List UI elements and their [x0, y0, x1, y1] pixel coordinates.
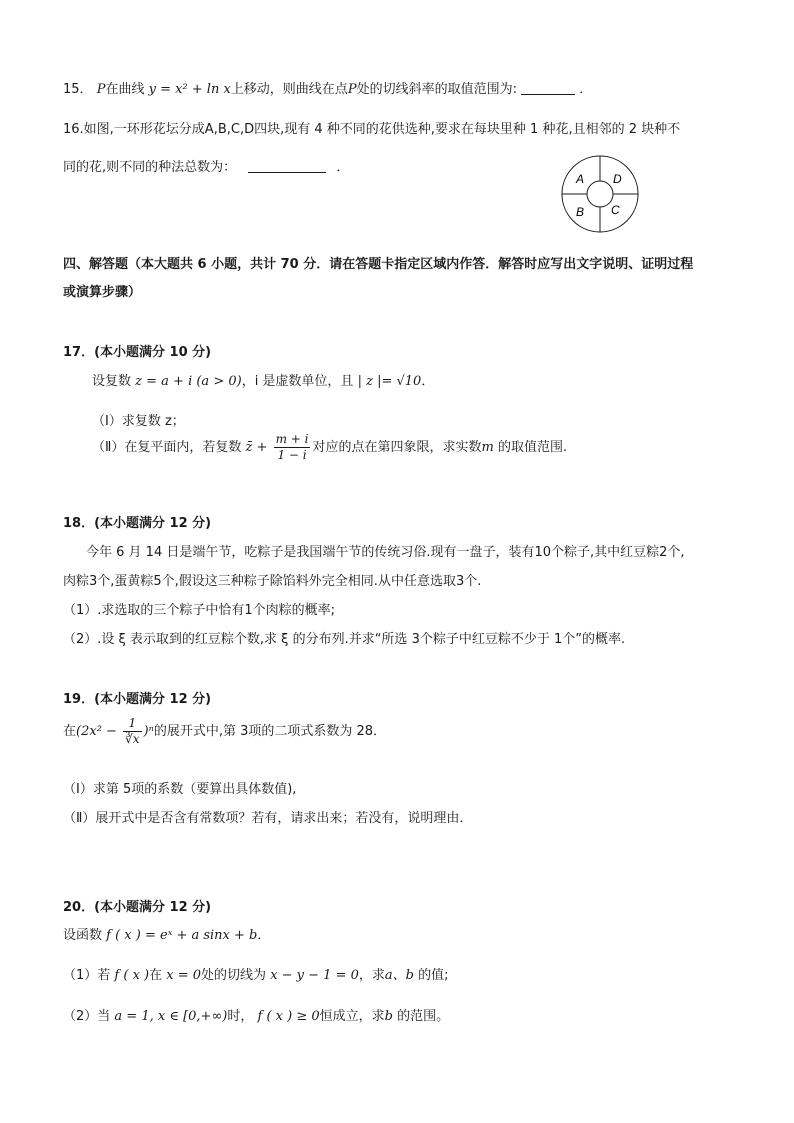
q20-part2-text-3: 恒成立，求	[319, 1009, 385, 1024]
q17-stem-text-2: ，i 是虚数单位，且	[241, 374, 354, 389]
q19-fraction	[123, 716, 141, 747]
q18-line2: 肉粽3个,蛋黄粽5个,假设这三种粽子除馅料外完全相同.从中任意选取3个.	[63, 574, 482, 589]
q17-stem	[92, 370, 434, 389]
q17-stem-text: 设复数	[92, 374, 132, 389]
q15-text-3: 处的切线斜率的取值范围为:	[356, 82, 517, 97]
q20-part1-text-3: 处的切线为	[201, 968, 267, 983]
q15-end: ．	[579, 82, 593, 97]
q15-number: 15．	[63, 82, 93, 97]
q15-text-2: 上移动，则曲线在点	[230, 82, 348, 97]
q20-heading: 20．(本小题满分 12 分)	[63, 900, 212, 915]
q20-part1-text-5: 的值;	[418, 968, 449, 983]
q17-part1: （Ⅰ）求复数 z；	[92, 414, 185, 429]
q20-part2-text-4: 的范围。	[397, 1009, 450, 1024]
q20-part2-text: （2）当	[63, 1009, 111, 1024]
q18-part1: （1）.求选取的三个粽子中恰有1个肉粽的概率;	[63, 603, 336, 618]
section-4-heading-line2: 或演算步骤）	[63, 285, 142, 300]
q19-stem-text-2: 的展开式中,第 3项的二项式系数为 28．	[153, 724, 387, 739]
q17-fraction-denominator: 1 − i	[277, 448, 307, 462]
q19-part1: （Ⅰ）求第 5项的系数（要算出具体数值),	[63, 782, 297, 797]
ring-label-d: D	[613, 172, 622, 186]
q19-stem-text: 在	[63, 724, 77, 739]
q20-function-formula: f ( x ) = eˣ + a sinx + b	[106, 928, 258, 943]
q20-part1-vars: a、b	[384, 968, 414, 983]
q15-text: 在曲线	[105, 82, 145, 97]
q17-formula-z: z = a + i (a > 0)	[135, 374, 242, 389]
q20-stem	[63, 924, 270, 943]
question-16-line1: 16.如图,一环形花坛分成A,B,C,D四块,现有 4 种不同的花供选种,要求在每块里种 1 种花,且相邻的 2 块种不	[63, 122, 681, 137]
ring-inner-circle	[587, 181, 613, 207]
q15-answer-blank	[521, 80, 575, 95]
q17-part2-conj-z: z̄ +	[245, 440, 268, 455]
q19-stem	[63, 716, 386, 747]
ring-label-c: C	[611, 203, 620, 217]
q15-point-p: P	[96, 82, 106, 97]
q19-expression-part1: (2x² −	[76, 724, 117, 739]
q18-line1: 今年 6 月 14 日是端午节，吃粽子是我国端午节的传统习俗.现有一盘子，装有10个粽子,其中红豆粽2个,	[86, 545, 685, 560]
q20-part2-condition: a = 1, x ∈ [0,+∞)	[114, 1009, 228, 1024]
q17-formula-modulus: | z |= √10	[357, 374, 422, 389]
section-4-heading-line1: 四、解答题（本大题共 6 小题，共计 70 分．请在答题卡指定区域内作答．解答时应写出文字说明、证明过程	[63, 257, 694, 272]
q19-fraction-numerator: 1	[123, 716, 141, 732]
q16-end: ．	[336, 160, 350, 175]
q17-part2-fraction	[274, 432, 311, 463]
q20-part2-text-2: 时，	[227, 1009, 254, 1024]
ring-label-b: B	[576, 205, 585, 219]
q18-part2: （2）.设 ξ 表示取到的红豆粽个数,求 ξ 的分布列.并求“所选 3个粽子中红豆粽不少于 1个”的概率.	[63, 632, 626, 647]
q17-part2-text-2: 对应的点在第四象限，求实数	[312, 440, 482, 455]
q19-fraction-denominator: ∛x	[125, 732, 140, 746]
q16-answer-blank	[248, 158, 326, 173]
q20-part2	[63, 1005, 449, 1024]
q19-part2: （Ⅱ）展开式中是否含有常数项？若有，请求出来；若没有，说明理由．	[63, 811, 473, 826]
q19-expression-part2: )ⁿ	[143, 724, 154, 739]
q15-point-p-2: P	[347, 82, 357, 97]
q20-stem-text: 设函数	[63, 928, 103, 943]
q15-curve-formula: y = x² + ln x	[148, 82, 231, 97]
q20-part2-var-b: b	[384, 1009, 393, 1024]
question-15	[63, 78, 592, 97]
ring-flower-bed-figure	[559, 154, 641, 234]
question-16-line2	[63, 156, 349, 175]
q17-part2-var-m: m	[481, 440, 494, 455]
q20-part1-text-4: ，求	[358, 968, 385, 983]
q17-heading: 17．(本小题满分 10 分)	[63, 345, 212, 360]
q20-part2-inequality: f ( x ) ≥ 0	[257, 1009, 320, 1024]
q17-part2-text-3: 的取值范围.	[493, 440, 568, 455]
q20-part1-fx: f ( x )	[114, 968, 150, 983]
ring-label-a: A	[576, 172, 585, 186]
q20-part1-x0: x = 0	[166, 968, 202, 983]
q20-part1-text-2: 在	[149, 968, 163, 983]
q17-part2	[92, 432, 567, 463]
q19-heading: 19．(本小题满分 12 分)	[63, 692, 212, 707]
q20-part1-text: （1）若	[63, 968, 111, 983]
q20-stem-end: ．	[257, 928, 271, 943]
q17-part2-text: （Ⅱ）在复平面内，若复数	[92, 440, 242, 455]
q17-fraction-numerator: m + i	[275, 432, 309, 446]
q17-stem-end: ．	[421, 374, 435, 389]
q20-part1	[63, 964, 449, 983]
q16-text: 同的花,则不同的种法总数为：	[63, 160, 237, 175]
q18-heading: 18．(本小题满分 12 分)	[63, 516, 212, 531]
q20-part1-tangent-line: x − y − 1 = 0	[270, 968, 359, 983]
